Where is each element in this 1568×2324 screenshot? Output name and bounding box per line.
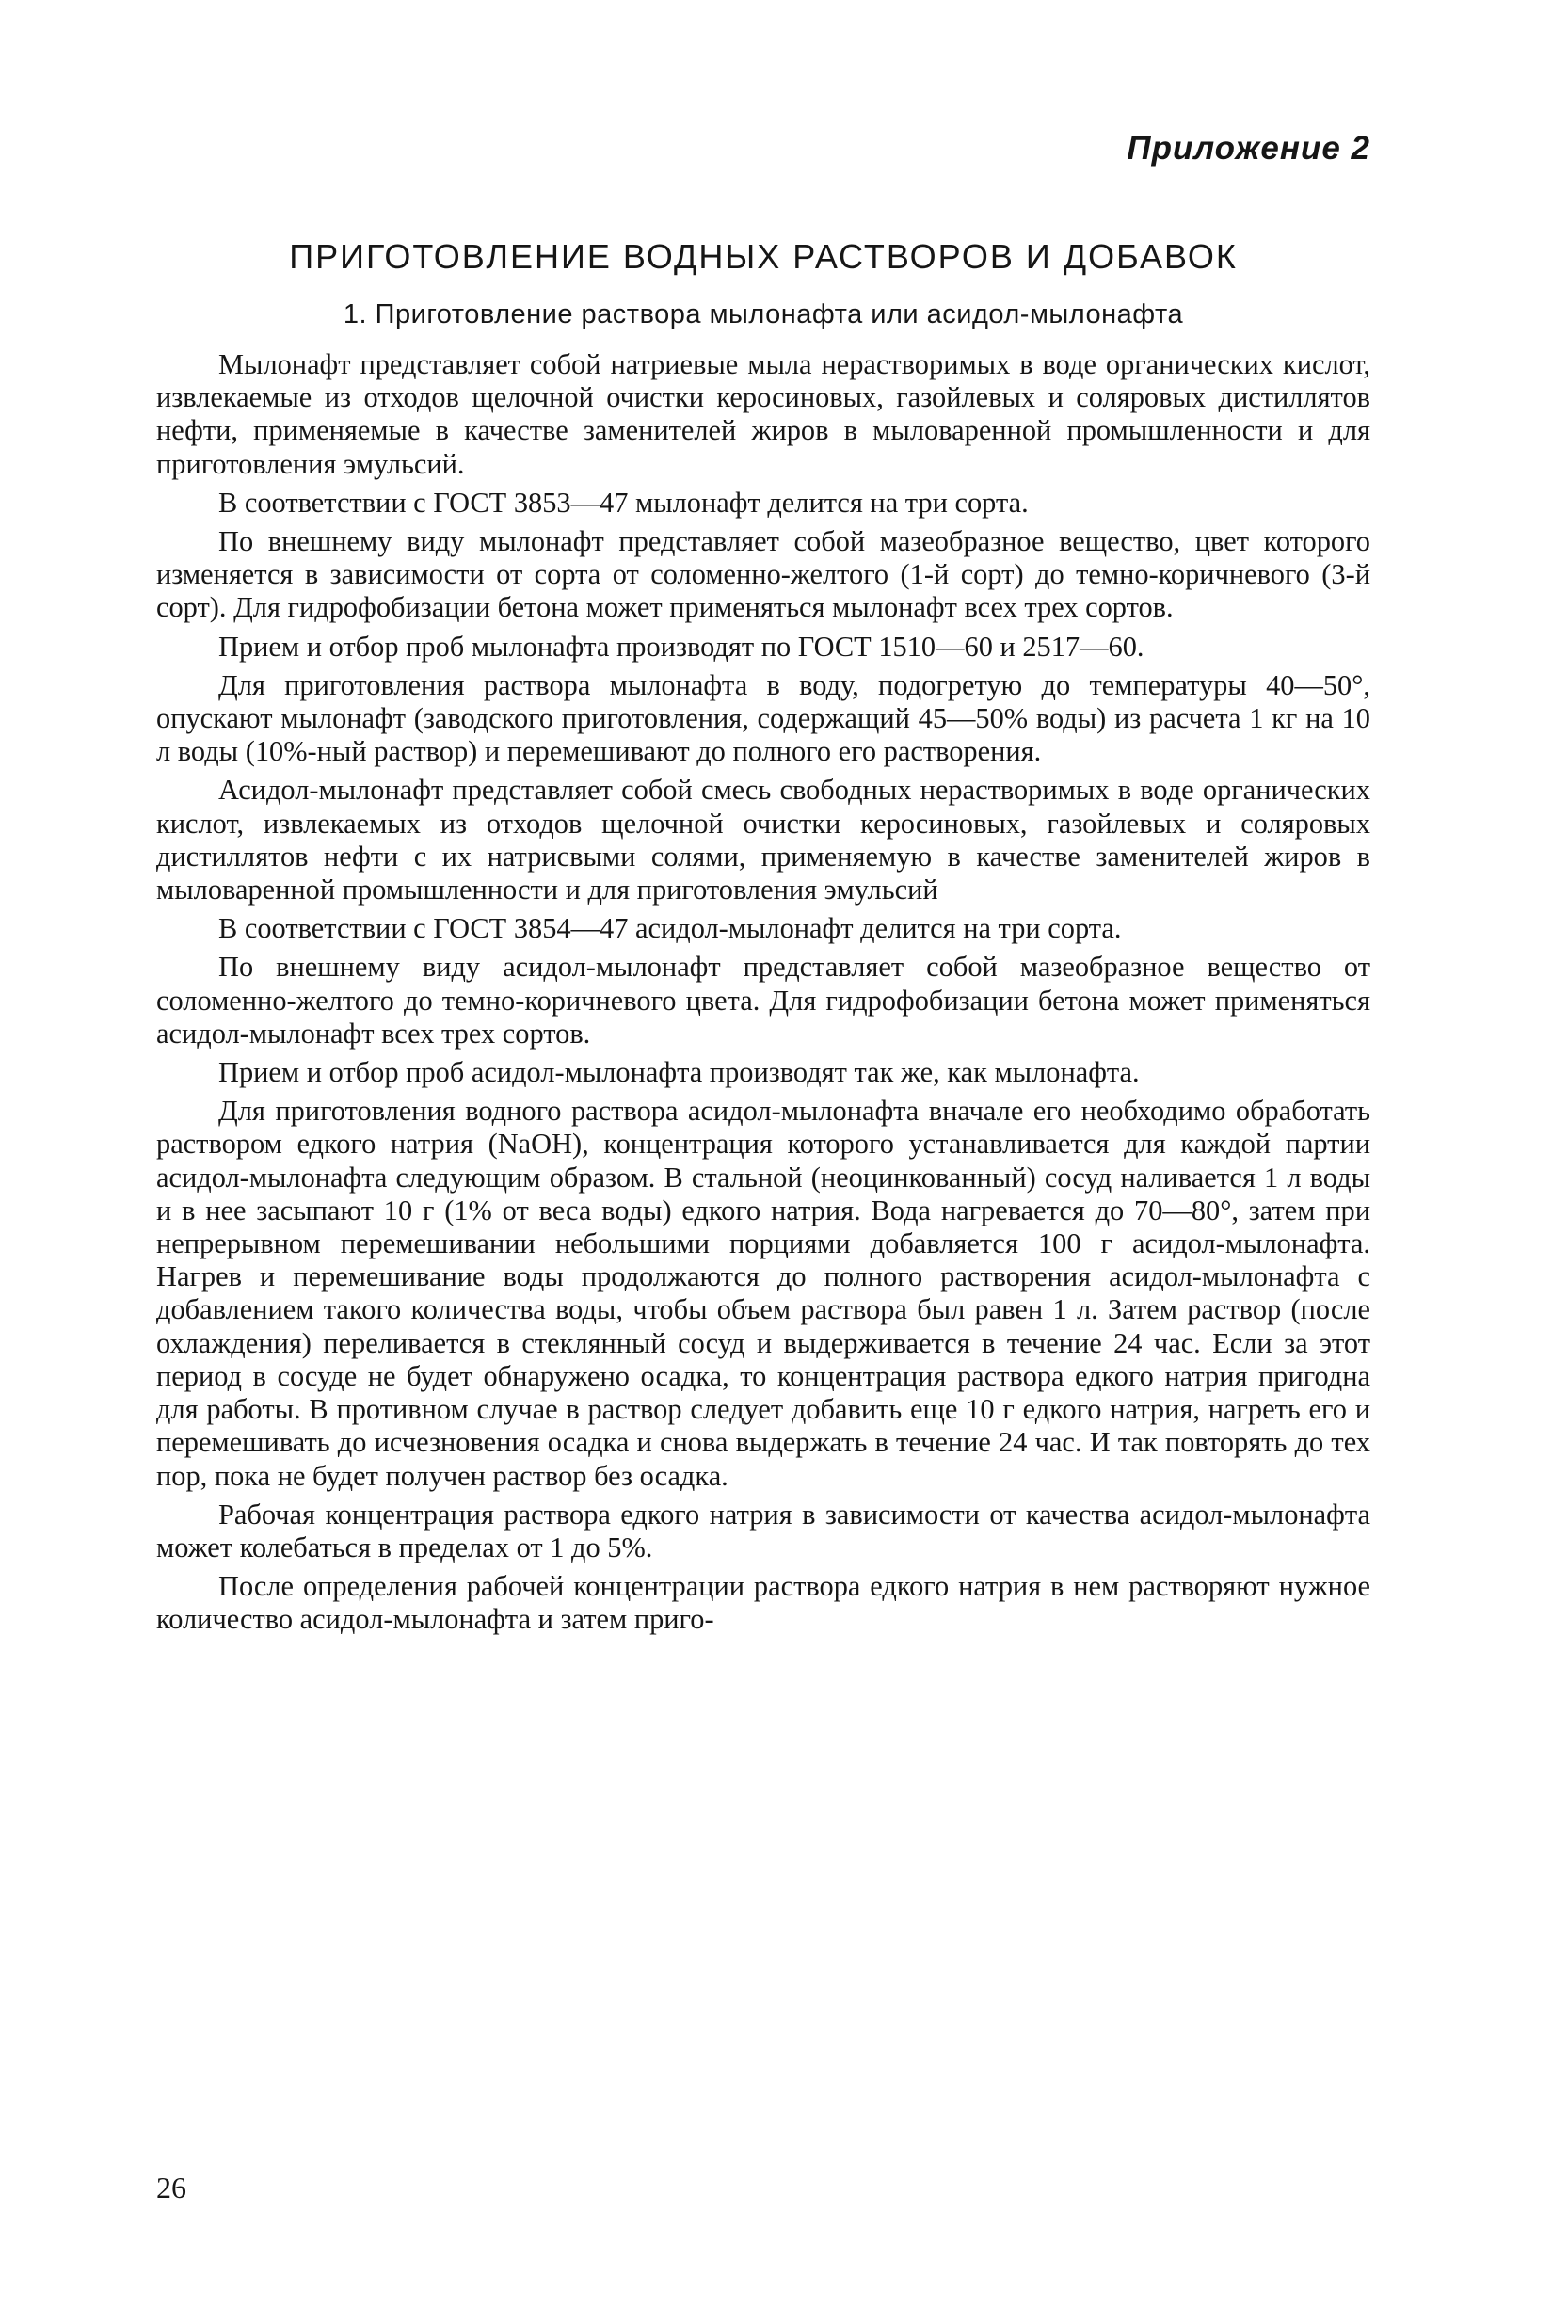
paragraph: Рабочая концентрация раствора едкого натрия в зависимости от качества асидол-мылонафта может колебаться в пределах от 1 до 5%.: [156, 1498, 1370, 1563]
appendix-label: Приложение 2: [1127, 130, 1370, 167]
page-number: 26: [156, 2171, 186, 2204]
paragraph: Асидол-мылонафт представляет собой смесь свободных нерастворимых в воде органических кислот, извлекаемых из отходов щелочной очистки керосиновых, газойлевых и соляровых дистиллятов нефти с их натрисвыми солями, применяемую в качестве заменителей жиров в мыловаренной промышленности и для приготовления эмульсий: [156, 774, 1370, 906]
paragraph: В соответствии с ГОСТ 3854—47 асидол-мылонафт делится на три сорта.: [218, 912, 1122, 945]
paragraph: Для приготовления водного раствора асидол-мылонафта вначале его необходимо обработать раствором едкого натрия (NaOH), концентрация которого устанавливается для каждой партии асидол-мылонафта следующим образом. В стальной (неоцинкованный) сосуд наливается 1 л воды и в нее засыпают 10 г (1% от веса воды) едкого натрия. Вода нагревается до 70—80°, затем при непрерывном перемешивании небольшими порциями добавляется 100 г асидол-мылонафта. Нагрев и перемешивание воды продолжаются до полного растворения асидол-мылонафта с добавлением такого количества воды, чтобы объем раствора был равен 1 л. Затем раствор (после охлаждения) переливается в стеклянный сосуд и выдерживается в течение 24 час. Если за этот период в сосуде не будет обнаружено осадка, то концентрация раствора едкого натрия пригодна для работы. В противном случае в раствор следует добавить еще 10 г едкого натрия, нагреть его и перемешивать до исчезновения осадка и снова выдержать в течение 24 час. И так повторять до тех пор, пока не будет получен раствор без осадка.: [156, 1095, 1370, 1492]
section-heading: 1. Приготовление раствора мылонафта или асидол-мылонафта: [343, 299, 1184, 329]
paragraph: После определения рабочей концентрации раствора едкого натрия в нем растворяют нужное количество асидол-мылонафта и затем приго-: [156, 1570, 1370, 1636]
page-title: ПРИГОТОВЛЕНИЕ ВОДНЫХ РАСТВОРОВ И ДОБАВОК: [289, 237, 1238, 276]
body-text: [156, 348, 1370, 1643]
paragraph: В соответствии с ГОСТ 3853—47 мылонафт делится на три сорта.: [218, 486, 1029, 519]
paragraph: Прием и отбор проб асидол-мылонафта производят так же, как мылонафта.: [218, 1056, 1140, 1089]
paragraph: Прием и отбор проб мылонафта производят по ГОСТ 1510—60 и 2517—60.: [218, 630, 1144, 663]
paragraph: По внешнему виду мылонафт представляет собой мазеобразное вещество, цвет которого изменяется в зависимости от сорта от соломенно-желтого (1-й сорт) до темно-коричневого (3-й сорт). Для гидрофобизации бетона может применяться мылонафт всех трех сортов.: [156, 525, 1370, 624]
paragraph: Для приготовления раствора мылонафта в воду, подогретую до температуры 40—50°, опускают мылонафт (заводского приготовления, содержащий 45—50% воды) из расчета 1 кг на 10 л воды (10%-ный раствор) и перемешивают до полного его растворения.: [156, 668, 1370, 768]
document-page: [156, 0, 1370, 2324]
paragraph: Мылонафт представляет собой натриевые мыла нерастворимых в воде органических кислот, извлекаемые из отходов щелочной очистки керосиновых, газойлевых и соляровых дистиллятов нефти, применяемые в качестве заменителей жиров в мыловаренной промышленности и для приготовления эмульсий.: [156, 348, 1370, 480]
paragraph: По внешнему виду асидол-мылонафт представляет собой мазеобразное вещество от соломенно-желтого до темно-коричневого цвета. Для гидрофобизации бетона может применяться асидол-мылонафт всех трех сортов.: [156, 951, 1370, 1050]
